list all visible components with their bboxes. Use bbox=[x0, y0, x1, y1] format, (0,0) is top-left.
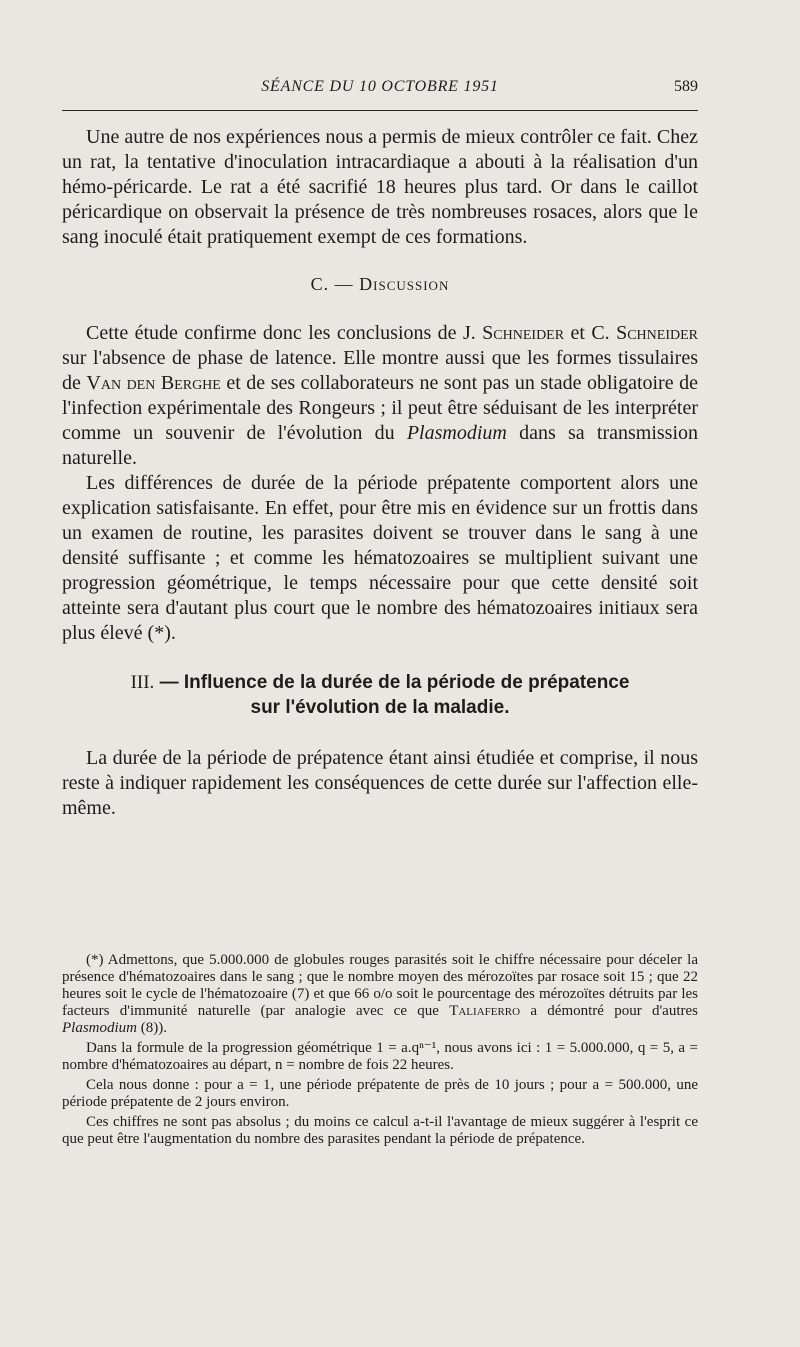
footnote-genus-plasmodium: Plasmodium bbox=[62, 1020, 137, 1036]
page-number: 589 bbox=[674, 78, 698, 95]
header-rule bbox=[62, 110, 698, 111]
footnote-paragraph-3: Cela nous donne : pour a = 1, une période prépatente de près de 10 jours ; pour a = 500.000, une période prépatente de 2 jours environ. bbox=[62, 1077, 698, 1110]
footnote-paragraph-1 bbox=[62, 952, 698, 1037]
footnote-1-part-c: (8)). bbox=[137, 1020, 167, 1036]
author-name-schneider-1: Schneider bbox=[482, 322, 565, 344]
author-name-taliaferro: Taliaferro bbox=[449, 1003, 521, 1019]
author-name-van-den-berghe: Van den Berghe bbox=[86, 372, 221, 394]
paragraph-2-part-b: et C. bbox=[564, 322, 617, 344]
running-title: SÉANCE DU 10 OCTOBRE 1951 bbox=[261, 78, 499, 95]
footnote-1-part-b: a démontré pour d'autres bbox=[520, 1003, 698, 1019]
section-heading-c bbox=[62, 272, 698, 297]
genus-plasmodium: Plasmodium bbox=[406, 422, 507, 444]
paragraph-2 bbox=[62, 321, 698, 471]
paragraph-4: La durée de la période de prépatence étant ainsi étudiée et comprise, il nous reste à indiquer rapidement les conséquences de cette durée sur l'affection elle-même. bbox=[62, 747, 698, 819]
main-text bbox=[62, 125, 698, 821]
footnote-paragraph-4: Ces chiffres ne sont pas absolus ; du moins ce calcul a-t-il l'avantage de mieux suggérer à l'esprit ce que peut être l'augmentation du nombre des parasites pendant la période de prépatence. bbox=[62, 1114, 698, 1147]
section-iii-title-line-1: — Influence de la durée de la période de prépatence bbox=[154, 672, 630, 693]
paragraph-2-part-c: sur l'absence de phase de latence. Elle montre aussi que les formes tissulaires de bbox=[62, 347, 698, 394]
paragraph-2-part-e: dans sa transmission naturelle. bbox=[62, 422, 699, 469]
section-heading-iii bbox=[62, 670, 698, 720]
section-heading-c-text: C. — Discussion bbox=[310, 274, 450, 294]
paragraph-2-part-a: Cette étude confirme donc les conclusions de J. bbox=[86, 322, 483, 344]
footnote-paragraph-2: Dans la formule de la progression géométrique 1 = a.qⁿ⁻¹, nous avons ici : 1 = 5.000.000, q = 5, a = nombre d'hématozoaires au départ, n = nombre de fois 22 heures. bbox=[62, 1040, 698, 1073]
page-header bbox=[62, 78, 698, 104]
section-iii-title-line-2: sur l'évolution de la maladie. bbox=[250, 697, 510, 718]
section-iii-number: III. bbox=[130, 672, 155, 693]
paragraph-3: Les différences de durée de la période prépatente comportent alors une explication satisfaisante. En effet, pour être mis en évidence sur un frottis dans un examen de routine, les parasites doivent se trouver dans le sang à une densité suffisante ; et comme les hématozoaires se multiplient suivant une progression géométrique, le temps nécessaire pour que cette densité soit atteinte sera d'autant plus court que le nombre des hématozoaires initiaux sera plus élevé (*). bbox=[62, 472, 698, 644]
paragraph-2-part-d: et de ses collaborateurs ne sont pas un stade obligatoire de l'infection expérimentale des Rongeurs ; il peut être séduisant de les interpréter comme un souvenir de l'évolution du bbox=[62, 372, 698, 444]
paragraph-1: Une autre de nos expériences nous a permis de mieux contrôler ce fait. Chez un rat, la tentative d'inoculation intracardiaque a abouti à la réalisation d'un hémo-péricarde. Le rat a été sacrifié 18 heures plus tard. Or dans le caillot péricardique on observait la présence de très nombreuses rosaces, alors que le sang inoculé était pratiquement exempt de ces formations. bbox=[62, 126, 698, 248]
footnote-1-part-a: (*) Admettons, que 5.000.000 de globules rouges parasités soit le chiffre nécessaire pour déceler la présence d'hématozoaires dans le sang ; que le nombre moyen des mérozoïtes par rosace soit 15 ; que 22 heures soit le cycle de l'hématozoaire (7) et que 66 o/o soit le pourcentage des mérozoïtes détruits par les facteurs d'immunité naturelle (par analogie avec ce que bbox=[62, 952, 698, 1019]
author-name-schneider-2: Schneider bbox=[616, 322, 698, 344]
footnote bbox=[62, 952, 698, 1148]
